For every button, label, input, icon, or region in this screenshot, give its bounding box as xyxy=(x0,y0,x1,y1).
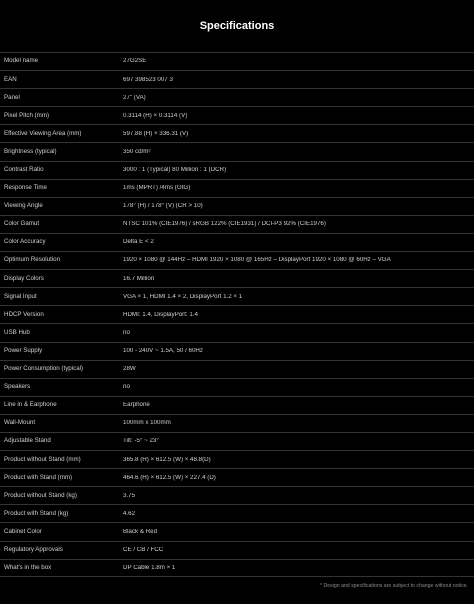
spec-label: Wall-Mount xyxy=(4,419,36,427)
spec-row xyxy=(0,396,474,414)
spec-row xyxy=(0,323,474,341)
spec-value: 1ms (MPRT) /4ms (GtG) xyxy=(123,185,191,192)
spec-value: NTSC 101% (CIE1976) / sRGB 122% (CIE1931) / DCI-P3 92% (CIE1976) xyxy=(123,221,326,228)
spec-label: Display Colors xyxy=(4,274,44,282)
spec-label: Regulatory Approvals xyxy=(4,545,63,553)
spec-row xyxy=(0,360,474,378)
spec-label: Power Supply xyxy=(4,346,43,354)
spec-label: Color Accuracy xyxy=(4,238,46,246)
spec-label: Viewing Angle xyxy=(4,202,43,210)
spec-row xyxy=(0,432,474,450)
spec-value: 697 398523 007 3 xyxy=(123,76,173,83)
spec-label: Pixel Pitch (mm) xyxy=(4,111,50,119)
spec-label: Adjustable Stand xyxy=(4,437,51,445)
spec-label: Contrast Ratio xyxy=(4,166,44,173)
spec-value: Earphone xyxy=(123,402,150,409)
spec-value: 100mm x 100mm xyxy=(123,420,171,427)
spec-value: 464.6 (H) × 612.5 (W) × 227.4 (D) xyxy=(123,474,216,481)
spec-value: 16.7 Million xyxy=(123,275,155,282)
spec-row xyxy=(0,215,474,233)
spec-row xyxy=(0,197,474,215)
spec-row xyxy=(0,269,474,287)
spec-value: 1920 × 1080 @ 144Hz – HDMI 1920 × 1080 @ 165Hz – DisplayPort 1920 × 1080 @ 60Hz – VGA xyxy=(123,257,391,264)
spec-row xyxy=(0,504,474,522)
spec-value: 0.3114 (H) × 0.3114 (V) xyxy=(123,112,188,119)
spec-row xyxy=(0,305,474,323)
spec-value: Tilt: -5° ~ 23° xyxy=(123,438,159,445)
spec-row xyxy=(0,70,474,88)
spec-row xyxy=(0,468,474,486)
spec-value: no xyxy=(123,384,130,391)
spec-label: Product with Stand (kg) xyxy=(4,509,69,517)
spec-value: 27" (VA) xyxy=(123,94,146,101)
spec-row xyxy=(0,179,474,197)
spec-row xyxy=(0,378,474,396)
spec-row xyxy=(0,450,474,468)
spec-label: Product with Stand (mm) xyxy=(4,473,73,481)
spec-label: EAN xyxy=(4,75,17,83)
spec-label: What's in the box xyxy=(4,563,52,571)
spec-label: Brightness (typical) xyxy=(4,147,57,155)
spec-label: Line in & Earphone xyxy=(4,401,57,409)
spec-value: 3.75 xyxy=(123,492,136,499)
spec-label: Effective Viewing Area (mm) xyxy=(4,129,82,137)
spec-label: Signal Input xyxy=(4,292,37,300)
spec-row xyxy=(0,142,474,160)
spec-value: 3000 : 1 (Typical) 80 Million : 1 (DCR) xyxy=(123,167,227,173)
spec-label: Power Consumption (typical) xyxy=(4,365,84,373)
spec-row xyxy=(0,161,474,179)
spec-value: Black & Red xyxy=(123,528,158,535)
spec-row xyxy=(0,287,474,305)
spec-label: Response Time xyxy=(4,184,47,192)
spec-row xyxy=(0,342,474,360)
spec-value: DP Cable 1.8m × 1 xyxy=(123,564,176,571)
spec-value: Delta E < 2 xyxy=(123,239,154,246)
spec-row xyxy=(0,251,474,269)
spec-label: Optimum Resolution xyxy=(4,256,61,264)
spec-value: 4.62 xyxy=(123,510,136,517)
spec-value: 350 cd/m² xyxy=(123,148,151,155)
spec-label: Product without Stand (mm) xyxy=(4,455,81,463)
spec-row xyxy=(0,88,474,106)
spec-row xyxy=(0,52,474,70)
spec-value: 365.8 (H) × 612.5 (W) × 48.8(D) xyxy=(123,456,211,463)
spec-value: 28W xyxy=(123,366,136,373)
spec-label: Speakers xyxy=(4,383,31,391)
spec-value: 100 - 240V ~ 1.5A, 50 / 60Hz xyxy=(123,347,203,354)
spec-row xyxy=(0,486,474,504)
spec-value: CE / CB / FCC xyxy=(123,546,164,553)
specifications-table xyxy=(0,52,474,577)
spec-label: Model name xyxy=(4,57,39,65)
footnote: * Design and specifications are subject to change without notice. xyxy=(320,583,468,589)
spec-label: Color Gamut xyxy=(4,220,40,228)
page-title: Specifications xyxy=(199,20,275,32)
spec-label: Panel xyxy=(4,93,20,101)
spec-row xyxy=(0,522,474,540)
spec-value: 597.88 (H) × 336.31 (V) xyxy=(123,130,189,137)
spec-row xyxy=(0,541,474,559)
spec-row xyxy=(0,414,474,432)
spec-label: HDCP Version xyxy=(4,310,44,318)
spec-label: USB Hub xyxy=(4,328,30,336)
spec-label: Product without Stand (kg) xyxy=(4,491,77,499)
spec-row xyxy=(0,124,474,142)
spec-row xyxy=(0,559,474,577)
spec-value: no xyxy=(123,329,130,336)
spec-row xyxy=(0,233,474,251)
spec-value: 178° (H) / 178° (V) (CR > 10) xyxy=(123,203,203,210)
spec-label: Cabinet Color xyxy=(4,527,42,535)
spec-value: 27G2SE xyxy=(123,58,147,65)
spec-value: HDMI: 1.4, DisplayPort: 1.4 xyxy=(123,311,198,318)
spec-row xyxy=(0,106,474,124)
spec-value: VGA × 1, HDMI 1.4 × 2, DisplayPort 1.2 × 1 xyxy=(123,293,243,300)
